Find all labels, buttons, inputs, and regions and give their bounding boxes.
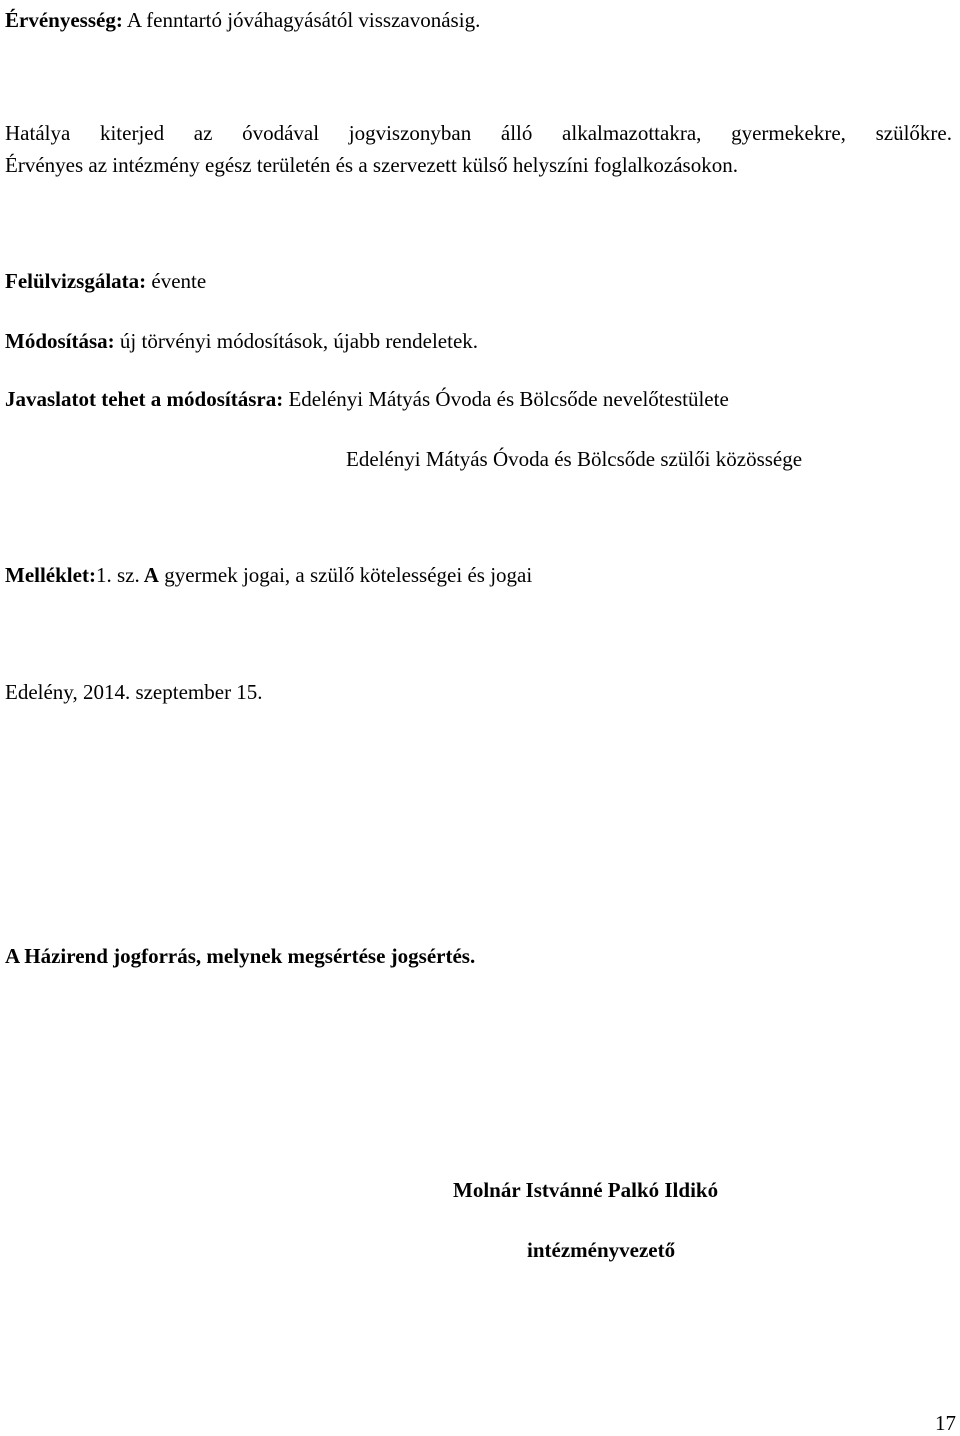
validity-label: Érvényesség:	[5, 8, 123, 32]
validity-text: A fenntartó jóváhagyásától visszavonásig.	[122, 8, 481, 32]
proposal-text-1: Edelényi Mátyás Óvoda és Bölcsőde nevelőtestülete	[283, 387, 729, 411]
page-number: 17	[935, 1411, 956, 1435]
attachment-title-bold: A	[139, 563, 159, 587]
attachment-label: Melléklet:	[5, 563, 96, 587]
attachment-number: 1. sz.	[95, 563, 140, 587]
signature-name: Molnár Istvánné Palkó Ildikó	[453, 1178, 719, 1202]
scope-line-2: Érvényes az intézmény egész területén és a szervezett külső helyszíni foglalkozásokon.	[5, 153, 738, 177]
validity-line	[5, 7, 480, 33]
proposal-label: Javaslatot tehet a módosításra:	[5, 387, 284, 411]
attachment-line	[5, 562, 532, 588]
proposal-line	[5, 386, 729, 412]
signature-title: intézményvezető	[527, 1238, 676, 1262]
review-label: Felülvizsgálata:	[5, 269, 147, 293]
proposal-line-2: Edelényi Mátyás Óvoda és Bölcsőde szülői közössége	[346, 447, 803, 471]
statement: A Házirend jogforrás, melynek megsértése jogsértés.	[5, 944, 476, 968]
modification-label: Módosítása:	[5, 329, 115, 353]
review-line	[5, 268, 206, 294]
attachment-title: gyermek jogai, a szülő kötelességei és jogai	[158, 563, 533, 587]
place-date: Edelény, 2014. szeptember 15.	[5, 680, 263, 704]
review-text: évente	[146, 269, 207, 293]
modification-text: új törvényi módosítások, újabb rendeletek.	[114, 329, 479, 353]
scope-line-1: Hatálya kiterjed az óvodával jogviszonyban álló alkalmazottakra, gyermekekre, szülőkre.	[5, 121, 952, 145]
modification-line	[5, 328, 478, 354]
